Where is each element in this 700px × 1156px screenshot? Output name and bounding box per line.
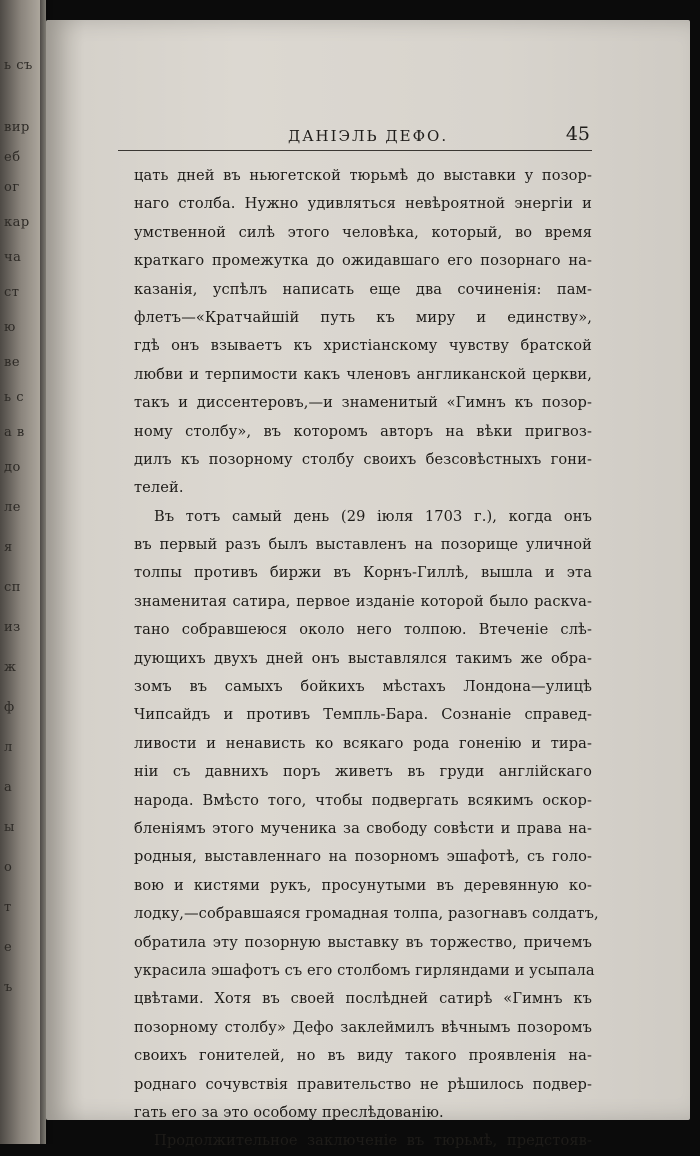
text-line: вою и кистями рукъ, просунутыми въ деревянную ко- bbox=[134, 876, 592, 894]
text-line: народа. Вмѣсто того, чтобы подвергать всякимъ оскор- bbox=[134, 791, 592, 809]
text-line: казанія, успѣлъ написать еще два сочиненія: пам- bbox=[134, 280, 592, 298]
text-line: цвѣтами. Хотя въ своей послѣдней сатирѣ «Гимнъ къ bbox=[134, 990, 592, 1008]
left-page-fragment: вир bbox=[4, 120, 30, 135]
text-line: въ первый разъ былъ выставленъ на позорище уличной bbox=[134, 536, 592, 554]
text-line: лодку,—собравшаяся громадная толпа, разогнавъ солдатъ, bbox=[134, 905, 599, 923]
page-header bbox=[118, 120, 592, 151]
running-title: ДАНІЭЛЬ ДЕФО. bbox=[288, 127, 449, 145]
text-line: своихъ гонителей, но въ виду такого проявленія на- bbox=[134, 1047, 592, 1065]
left-page-fragment: ог bbox=[4, 180, 20, 195]
paragraph-end-line: телей. bbox=[134, 479, 184, 497]
text-line: родныя, выставленнаго на позорномъ эшафотѣ, съ голо- bbox=[134, 848, 592, 866]
text-line: гдѣ онъ взываетъ къ христіанскому чувству братской bbox=[134, 337, 592, 355]
left-page-fragment: л bbox=[4, 740, 13, 755]
text-line: краткаго промежутка до ожидавшаго его позорнаго на- bbox=[134, 252, 592, 270]
text-line: ному столбу», въ которомъ авторъ на вѣки пригвоз- bbox=[134, 422, 592, 440]
paragraph-start-line: Продолжительное заключеніе въ тюрьмѣ, предстояв- bbox=[154, 1132, 592, 1150]
text-line: роднаго сочувствія правительство не рѣшилось подвер- bbox=[134, 1075, 592, 1093]
text-line: украсила эшафотъ съ его столбомъ гирляндами и усыпала bbox=[134, 961, 595, 979]
left-page-fragment: т bbox=[4, 900, 12, 915]
paragraph-start-line: Въ тотъ самый день (29 іюля 1703 г.), когда онъ bbox=[154, 507, 592, 525]
left-page-fragment: ъ bbox=[4, 980, 13, 995]
left-page-fragment: ф bbox=[4, 700, 15, 715]
left-page-fragment: ле bbox=[4, 500, 21, 515]
text-line: наго столба. Нужно удивляться невѣроятной энергіи и bbox=[134, 195, 592, 213]
body-text bbox=[134, 162, 599, 1156]
text-line: дующихъ двухъ дней онъ выставлялся такимъ же обра- bbox=[134, 649, 592, 667]
left-page-fragment: ь съ bbox=[4, 58, 33, 73]
text-line: позорному столбу» Дефо заклеймилъ вѣчнымъ позоромъ bbox=[134, 1018, 592, 1036]
text-line: ливости и ненависть ко всякаго рода гоненію и тира- bbox=[134, 734, 592, 752]
left-page-fragment: ве bbox=[4, 355, 21, 370]
left-page-fragment: до bbox=[4, 460, 21, 475]
left-page-fragment: еб bbox=[4, 150, 21, 165]
text-line: любви и терпимости какъ членовъ англиканской церкви, bbox=[134, 365, 592, 383]
left-page-fragment: ю bbox=[4, 320, 16, 335]
left-page-fragment: о bbox=[4, 860, 13, 875]
text-line: такъ и диссентеровъ,—и знаменитый «Гимнъ къ позор- bbox=[134, 394, 592, 412]
left-page-fragment: ы bbox=[4, 820, 15, 835]
text-line: зомъ въ самыхъ бойкихъ мѣстахъ Лондона—улицѣ bbox=[134, 678, 592, 696]
book-page bbox=[46, 20, 690, 1150]
text-line: флетъ—«Кратчайшій путь къ миру и единству», bbox=[134, 308, 592, 326]
left-page-fragment: ж bbox=[4, 660, 17, 675]
text-line: дилъ къ позорному столбу своихъ безсовѣстныхъ гони- bbox=[134, 450, 592, 468]
left-page-fragment: сп bbox=[4, 580, 21, 595]
text-line: обратила эту позорную выставку въ торжество, причемъ bbox=[134, 933, 592, 951]
paragraph-end-line: гать его за это особому преслѣдованію. bbox=[134, 1103, 444, 1121]
left-page-fragment: кар bbox=[4, 215, 30, 230]
text-line: цать дней въ ньюгетской тюрьмѣ до выставки у позор- bbox=[134, 167, 592, 184]
left-page-fragment: ь с bbox=[4, 390, 24, 405]
text-line: толпы противъ биржи въ Корнъ-Гиллѣ, вышла и эта bbox=[134, 564, 592, 582]
left-page-fragment: из bbox=[4, 620, 21, 635]
left-page-fragment: ча bbox=[4, 250, 22, 265]
page-number: 45 bbox=[565, 123, 590, 145]
text-line: знаменитая сатира, первое изданіе которой было раскva- bbox=[134, 592, 592, 610]
text-line: тано собравшеюся около него толпою. Втеченіе слѣ- bbox=[134, 621, 592, 639]
text-line: умственной силѣ этого человѣка, который, во время bbox=[134, 223, 592, 241]
text-line: бленіямъ этого мученика за свободу совѣсти и права на- bbox=[134, 819, 592, 837]
text-line: ніи съ давнихъ поръ живетъ въ груди англійскаго bbox=[134, 763, 592, 781]
left-page-fragment: е bbox=[4, 940, 13, 955]
left-page-fragment: а bbox=[4, 780, 13, 795]
left-page-fragment: я bbox=[4, 540, 13, 555]
left-page-fragment: а в bbox=[4, 425, 25, 440]
left-page-fragment: ст bbox=[4, 285, 20, 300]
text-line: Чипсайдъ и противъ Темпль-Бара. Сознаніе справед- bbox=[134, 706, 592, 724]
